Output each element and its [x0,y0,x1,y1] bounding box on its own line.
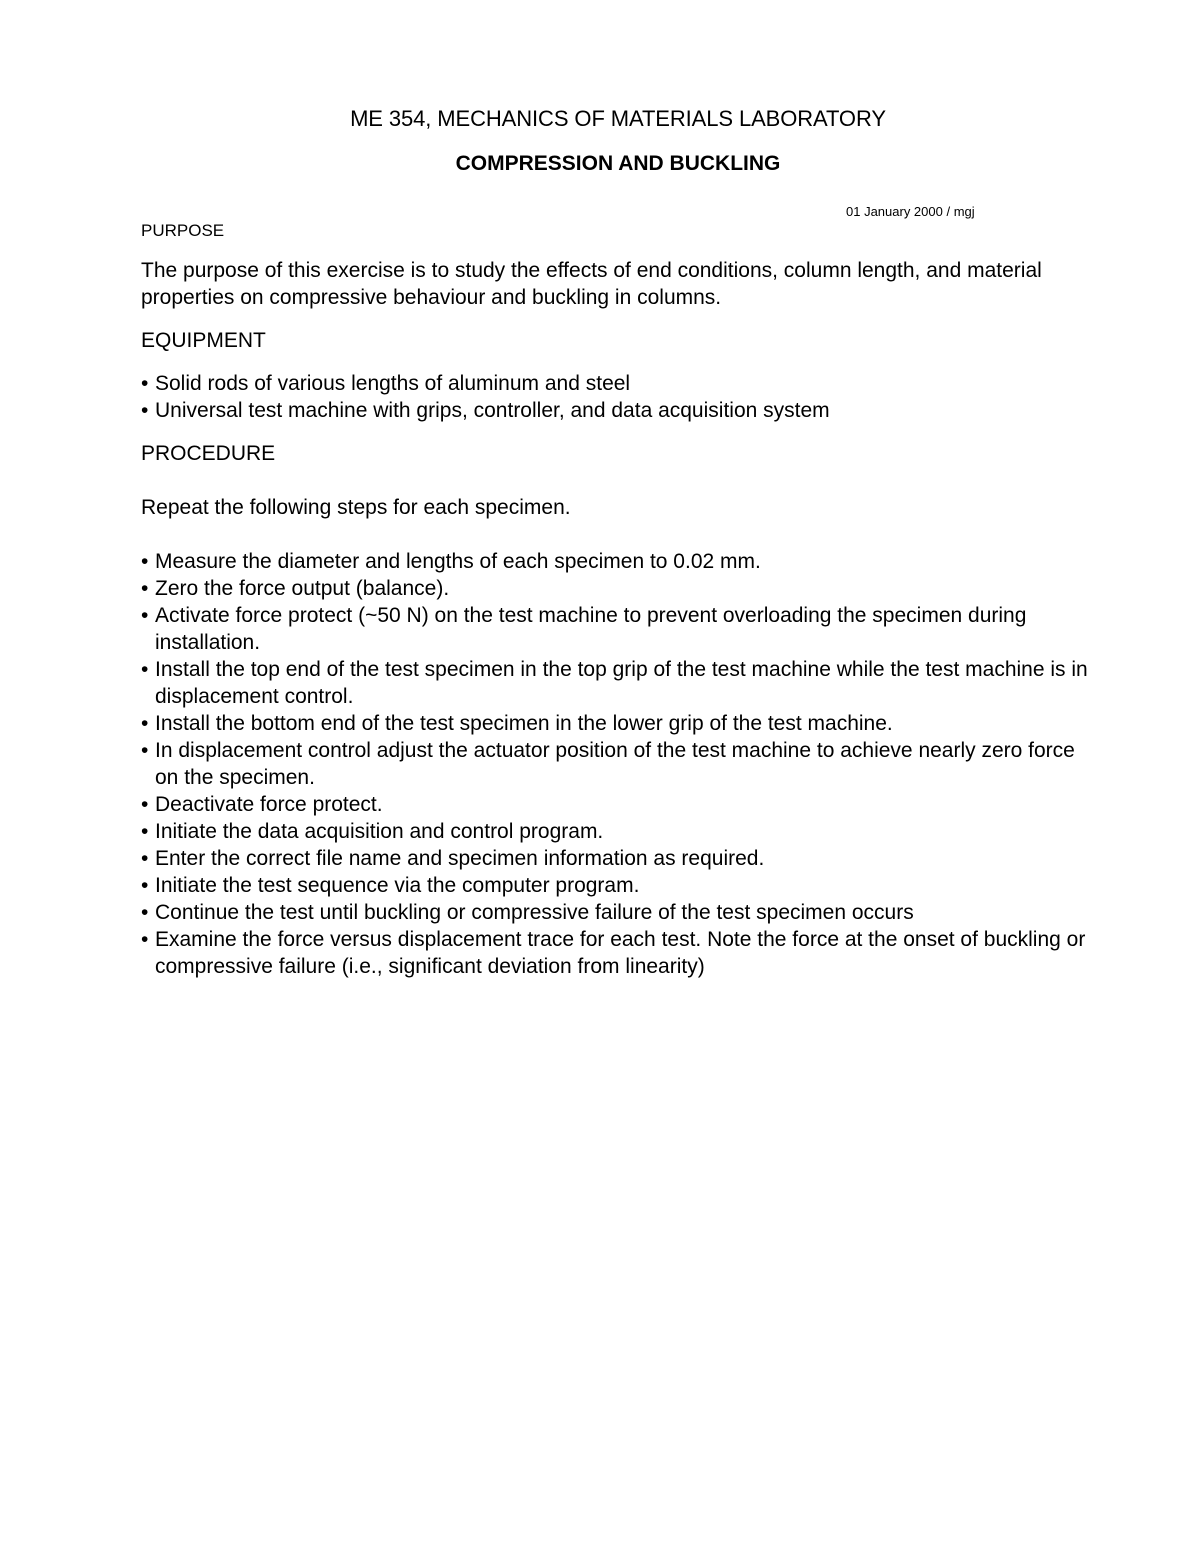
bullet: • [141,399,149,422]
equipment-item-text: Solid rods of various lengths of aluminum and steel [155,372,631,395]
document-title: COMPRESSION AND BUCKLING [455,152,781,175]
procedure-step [141,791,1101,818]
equipment-heading: EQUIPMENT [141,329,266,352]
procedure-steps [141,548,1101,980]
equipment-item-text: Universal test machine with grips, controller, and data acquisition system [155,399,830,422]
procedure-step-text: Activate force protect (~50 N) on the test machine to prevent overloading the specimen during installation. [155,604,1027,654]
procedure-step-text: Install the top end of the test specimen in the top grip of the test machine while the test machine is in displacement control. [155,658,1088,708]
procedure-step [141,926,1101,980]
equipment-item [141,370,1101,397]
procedure-step [141,575,1101,602]
bullet: • [141,712,149,735]
purpose-heading: PURPOSE [141,221,225,240]
procedure-step-text: Initiate the test sequence via the computer program. [155,874,640,897]
bullet: • [141,847,149,870]
procedure-step [141,872,1101,899]
bullet: • [141,928,149,951]
procedure-heading: PROCEDURE [141,442,276,465]
procedure-step-text: In displacement control adjust the actuator position of the test machine to achieve nearly zero force on the specimen. [155,739,1075,789]
bullet: • [141,604,149,627]
procedure-step [141,818,1101,845]
procedure-step [141,602,1101,656]
procedure-step-text: Examine the force versus displacement trace for each test. Note the force at the onset of buckling or compressive failure (i.e., significant deviation from linearity) [155,928,1086,978]
course-title: ME 354, MECHANICS OF MATERIALS LABORATORY [350,106,886,131]
procedure-step [141,737,1101,791]
bullet: • [141,577,149,600]
procedure-step [141,845,1101,872]
bullet: • [141,550,149,573]
bullet: • [141,901,149,924]
procedure-step-text: Initiate the data acquisition and control program. [155,820,604,843]
equipment-item [141,397,1101,424]
bullet: • [141,739,149,762]
procedure-intro: Repeat the following steps for each specimen. [141,496,571,519]
procedure-step-text: Continue the test until buckling or compressive failure of the test specimen occurs [155,901,914,924]
procedure-step [141,899,1101,926]
procedure-step-text: Deactivate force protect. [155,793,383,816]
document-date: 01 January 2000 / mgj [846,204,975,219]
procedure-step [141,548,1101,575]
equipment-list [141,370,1101,424]
bullet: • [141,658,149,681]
procedure-step-text: Enter the correct file name and specimen information as required. [155,847,765,870]
procedure-step-text: Measure the diameter and lengths of each specimen to 0.02 mm. [155,550,761,573]
bullet: • [141,372,149,395]
bullet: • [141,793,149,816]
purpose-text: The purpose of this exercise is to study the effects of end conditions, column length, and material properties on compressive behaviour and buckling in columns. [141,259,1042,309]
bullet: • [141,820,149,843]
procedure-step [141,656,1101,710]
procedure-step [141,710,1101,737]
procedure-step-text: Install the bottom end of the test specimen in the lower grip of the test machine. [155,712,893,735]
bullet: • [141,874,149,897]
procedure-step-text: Zero the force output (balance). [155,577,450,600]
